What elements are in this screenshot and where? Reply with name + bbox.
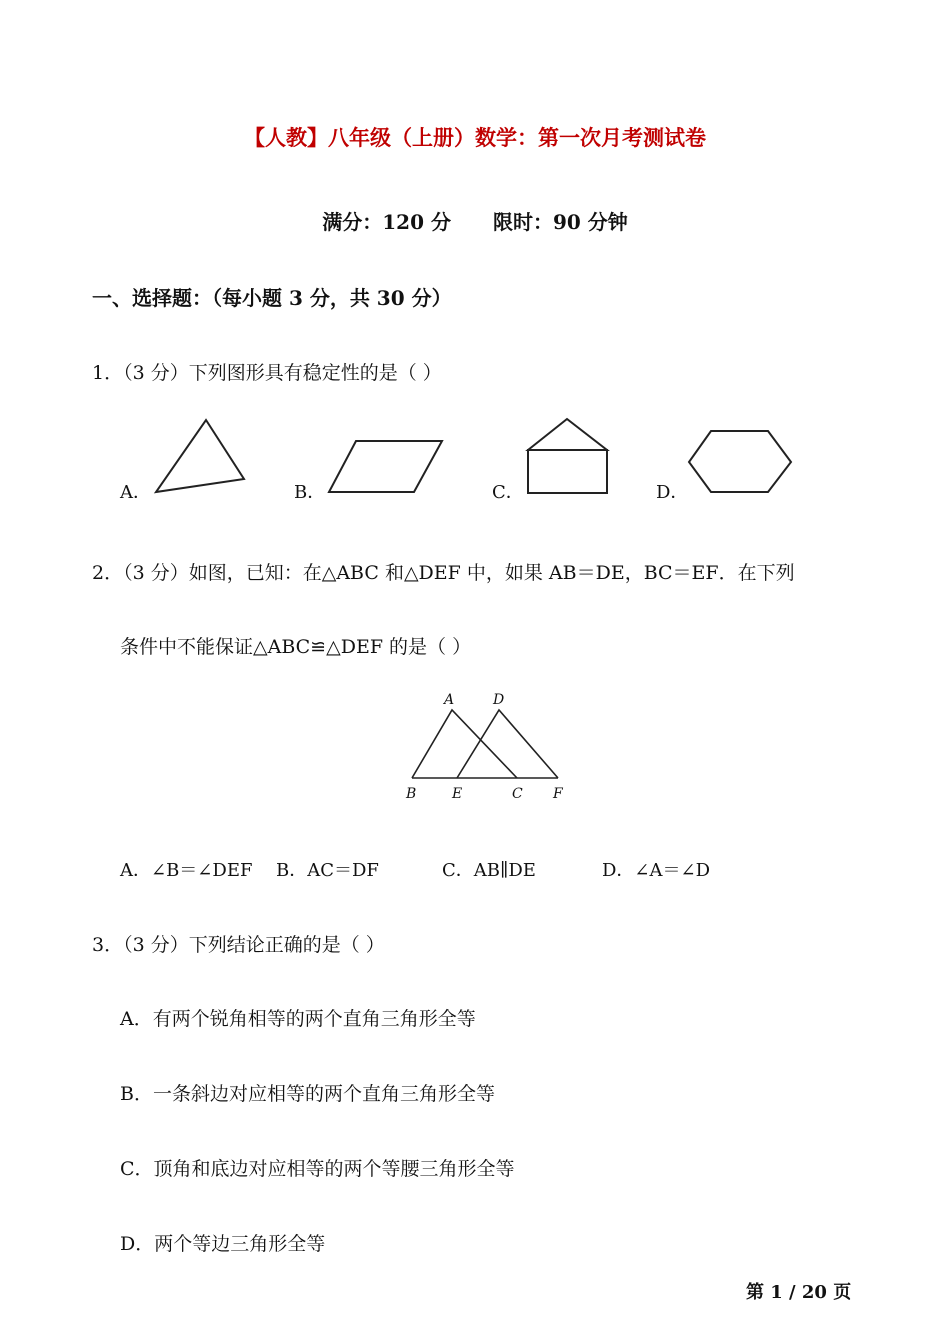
- q1-stem: 1．（3 分）下列图形具有稳定性的是（ ）: [92, 362, 442, 384]
- section-heading: 一、选择题：（每小题 3 分，共 30 分）: [92, 286, 452, 310]
- q3-stem: 3．（3 分）下列结论正确的是（ ）: [92, 934, 385, 956]
- label-f: F: [553, 786, 563, 802]
- house-shape: [528, 419, 607, 493]
- q2-stem-line1: 2．（3 分）如图，已知：在△ABC 和△DEF 中，如果 AB＝DE，BC＝EF．在下列: [92, 562, 795, 584]
- triangle-shape: [156, 420, 244, 492]
- time-limit: 限时：90 分钟: [492, 210, 628, 234]
- page-number: 第 1 / 20 页: [746, 1282, 852, 1303]
- q2-stem-line2: 条件中不能保证△ABC≌△DEF 的是（ ）: [120, 636, 472, 658]
- label-c: C: [512, 786, 523, 802]
- hexagon-shape: [689, 431, 791, 492]
- parallelogram-shape: [329, 441, 442, 492]
- q3-option-c: C．顶角和底边对应相等的两个等腰三角形全等: [120, 1158, 515, 1180]
- triangle-abc: [412, 710, 517, 778]
- label-a: A: [444, 692, 455, 708]
- q2-option-b: B．AC＝DF: [276, 860, 379, 881]
- q2-option-c: C．AB∥DE: [442, 860, 536, 881]
- q1-figures: [0, 0, 950, 520]
- q2-option-a: A．∠B＝∠DEF: [120, 860, 253, 881]
- label-b: B: [406, 786, 417, 802]
- q3-option-d: D．两个等边三角形全等: [120, 1233, 326, 1255]
- document-title: 【人教】八年级（上册）数学：第一次月考测试卷: [244, 125, 706, 150]
- q2-triangle-figure: [400, 686, 580, 806]
- q3-option-a: A．有两个锐角相等的两个直角三角形全等: [120, 1008, 476, 1030]
- q1-option-d-label: D．: [656, 482, 689, 503]
- full-score: 满分：120 分: [322, 210, 451, 234]
- q1-option-c-label: C．: [492, 482, 524, 503]
- q1-option-b-label: B．: [294, 482, 326, 503]
- q3-option-b: B．一条斜边对应相等的两个直角三角形全等: [120, 1083, 495, 1105]
- label-e: E: [452, 786, 463, 802]
- label-d: D: [493, 692, 505, 708]
- q2-option-d: D．∠A＝∠D: [602, 860, 711, 881]
- q1-option-a-label: A．: [120, 482, 151, 503]
